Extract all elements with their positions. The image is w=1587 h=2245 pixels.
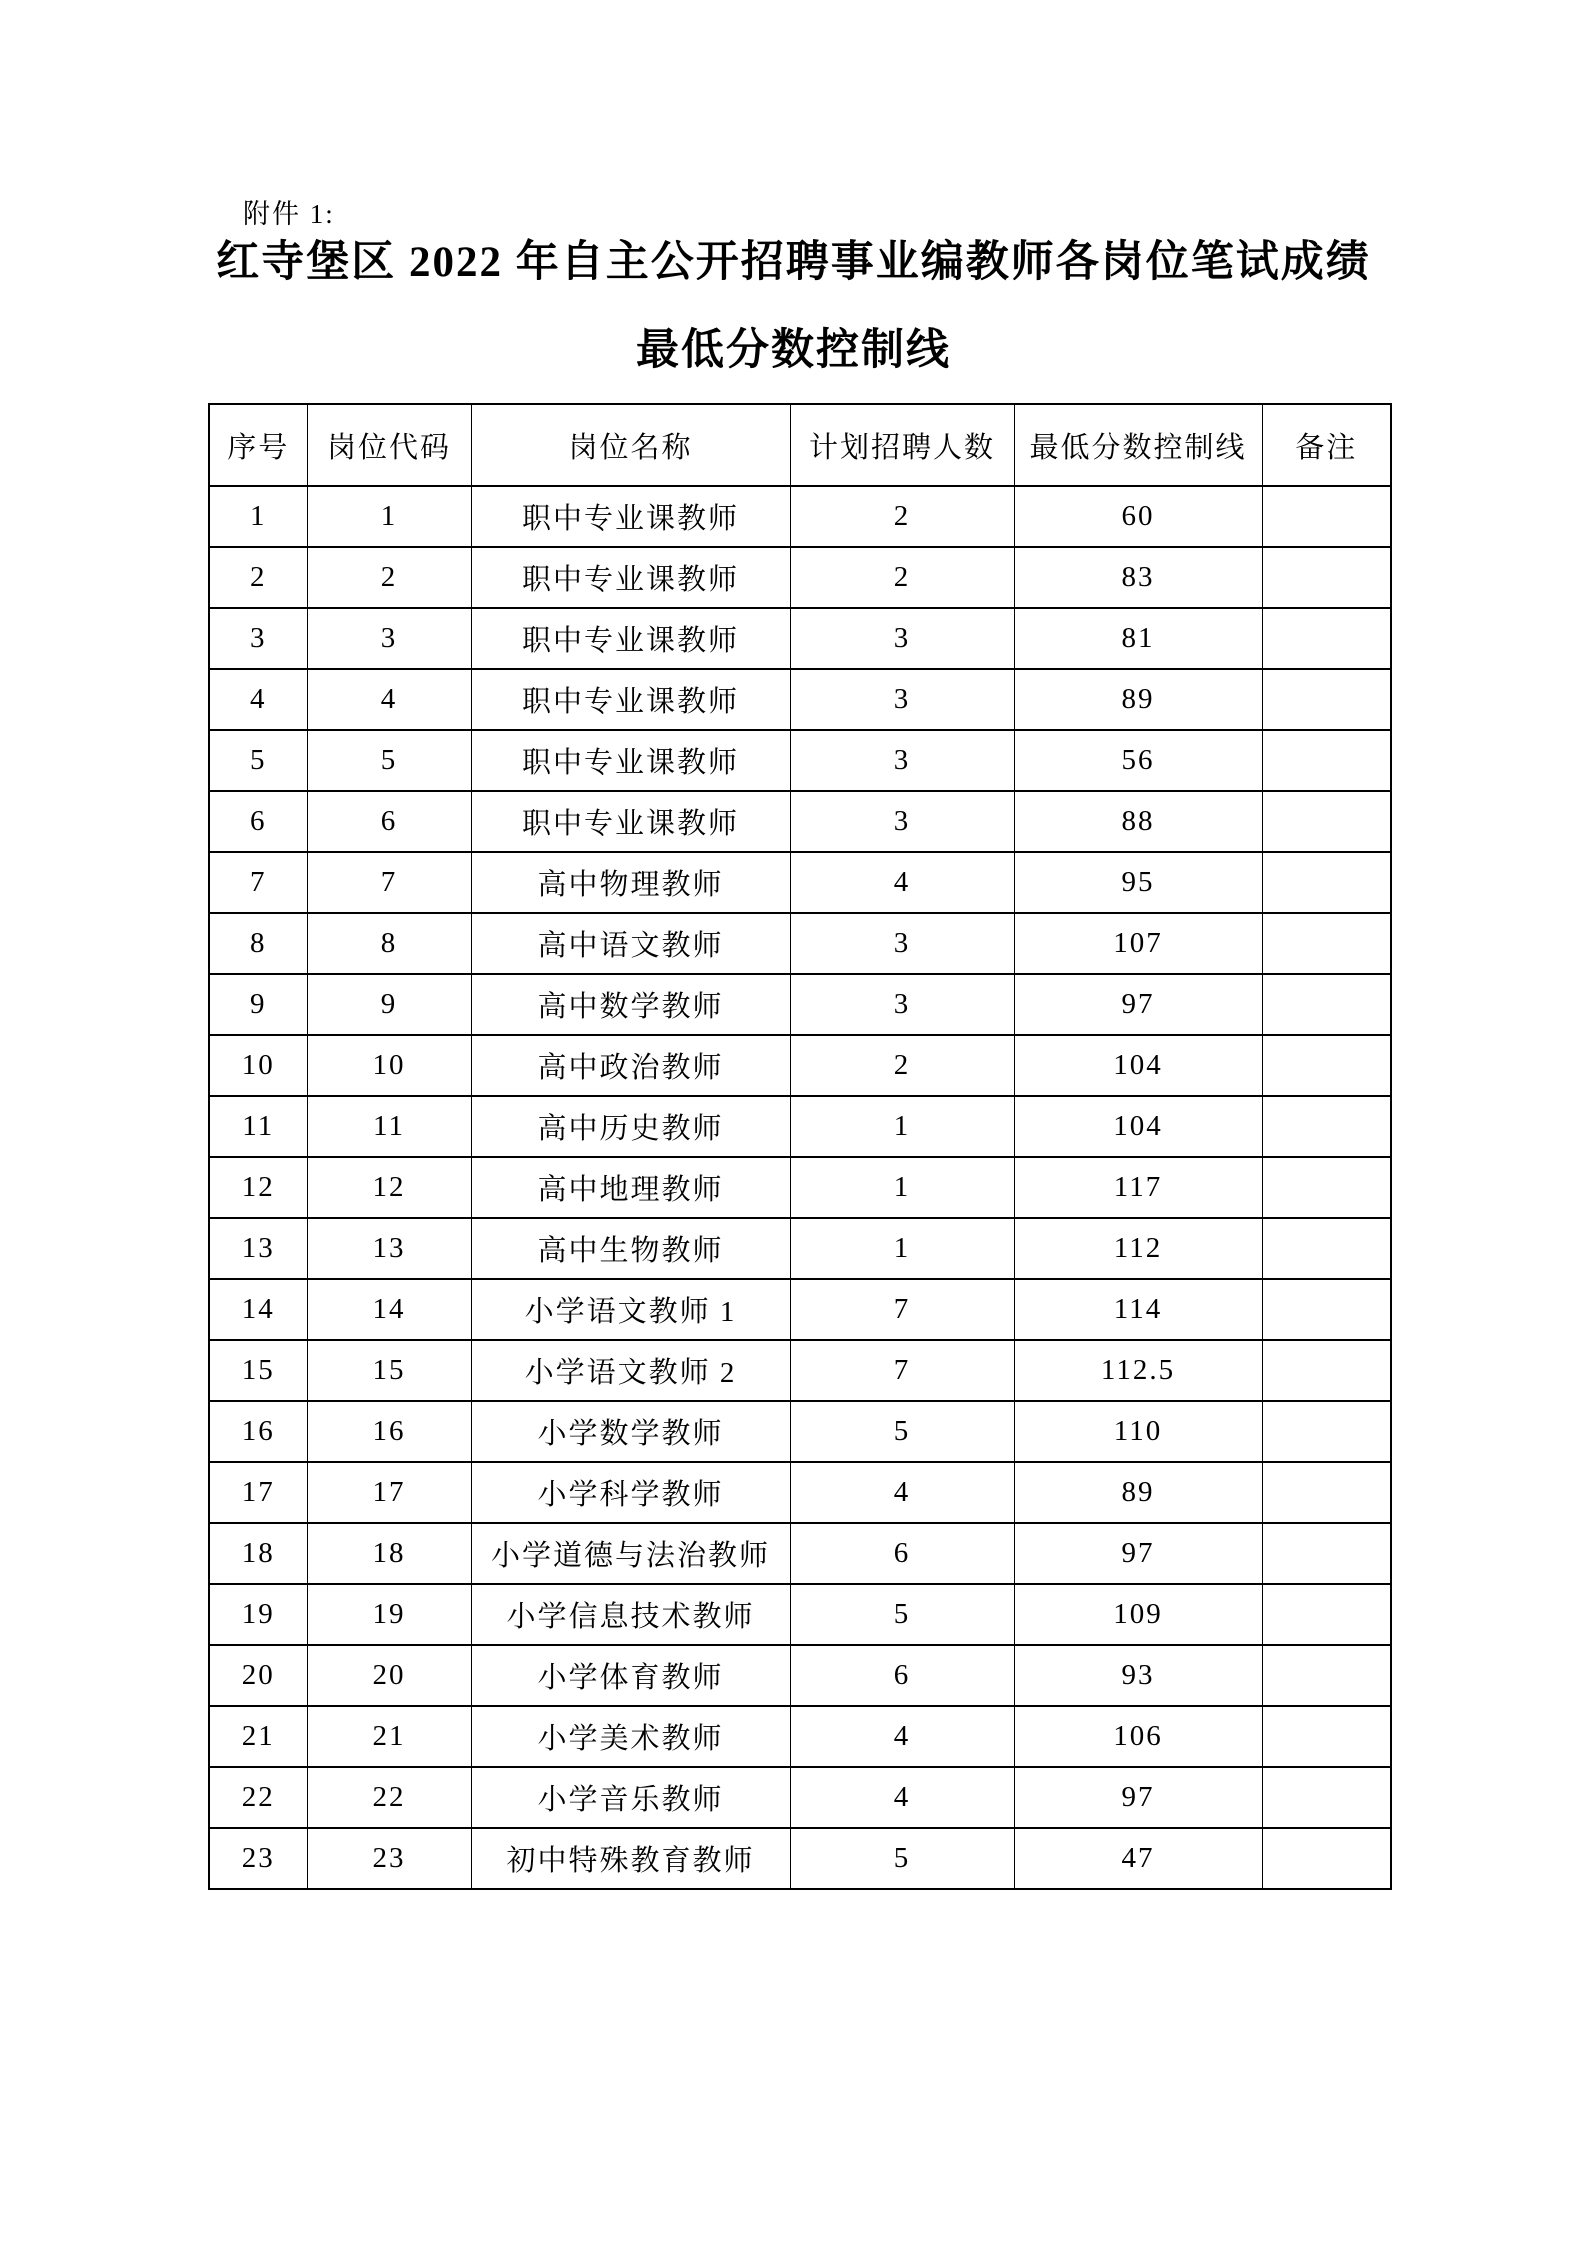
table-row xyxy=(209,1462,1391,1523)
cell-position: 小学信息技术教师 xyxy=(471,1584,790,1645)
cell-min_score: 104 xyxy=(1014,1035,1262,1096)
cell-planned: 2 xyxy=(790,486,1014,547)
cell-seq: 15 xyxy=(209,1340,307,1401)
cell-remark xyxy=(1262,608,1391,669)
cell-code: 18 xyxy=(307,1523,471,1584)
cell-min_score: 104 xyxy=(1014,1096,1262,1157)
cell-remark xyxy=(1262,1584,1391,1645)
cell-seq: 9 xyxy=(209,974,307,1035)
cell-code: 3 xyxy=(307,608,471,669)
table-row xyxy=(209,730,1391,791)
cell-seq: 2 xyxy=(209,547,307,608)
table-row xyxy=(209,547,1391,608)
cell-planned: 3 xyxy=(790,730,1014,791)
cell-planned: 7 xyxy=(790,1340,1014,1401)
cell-min_score: 112.5 xyxy=(1014,1340,1262,1401)
cell-planned: 5 xyxy=(790,1401,1014,1462)
table-row xyxy=(209,1828,1391,1889)
cell-code: 14 xyxy=(307,1279,471,1340)
cell-position: 职中专业课教师 xyxy=(471,547,790,608)
table-header-row xyxy=(209,404,1391,486)
cell-min_score: 89 xyxy=(1014,669,1262,730)
cell-planned: 7 xyxy=(790,1279,1014,1340)
cell-min_score: 88 xyxy=(1014,791,1262,852)
cell-seq: 21 xyxy=(209,1706,307,1767)
cell-planned: 1 xyxy=(790,1157,1014,1218)
cell-remark xyxy=(1262,1279,1391,1340)
cell-position: 小学美术教师 xyxy=(471,1706,790,1767)
table-row xyxy=(209,1645,1391,1706)
table-row xyxy=(209,1096,1391,1157)
cell-seq: 23 xyxy=(209,1828,307,1889)
cell-remark xyxy=(1262,1401,1391,1462)
cell-position: 职中专业课教师 xyxy=(471,791,790,852)
cell-planned: 3 xyxy=(790,608,1014,669)
cell-code: 10 xyxy=(307,1035,471,1096)
cell-seq: 13 xyxy=(209,1218,307,1279)
cell-position: 小学语文教师 2 xyxy=(471,1340,790,1401)
column-header-seq: 序号 xyxy=(209,404,307,486)
cell-position: 小学道德与法治教师 xyxy=(471,1523,790,1584)
cell-min_score: 117 xyxy=(1014,1157,1262,1218)
cell-position: 小学数学教师 xyxy=(471,1401,790,1462)
cell-position: 职中专业课教师 xyxy=(471,669,790,730)
cell-position: 高中物理教师 xyxy=(471,852,790,913)
cell-code: 17 xyxy=(307,1462,471,1523)
cell-position: 高中地理教师 xyxy=(471,1157,790,1218)
cell-min_score: 97 xyxy=(1014,974,1262,1035)
cell-planned: 3 xyxy=(790,669,1014,730)
cell-planned: 4 xyxy=(790,1706,1014,1767)
cell-min_score: 47 xyxy=(1014,1828,1262,1889)
cell-remark xyxy=(1262,852,1391,913)
cell-code: 2 xyxy=(307,547,471,608)
cell-remark xyxy=(1262,486,1391,547)
cell-code: 4 xyxy=(307,669,471,730)
cell-position: 高中数学教师 xyxy=(471,974,790,1035)
cell-planned: 3 xyxy=(790,791,1014,852)
cell-code: 22 xyxy=(307,1767,471,1828)
cell-code: 12 xyxy=(307,1157,471,1218)
cell-position: 小学科学教师 xyxy=(471,1462,790,1523)
cell-code: 6 xyxy=(307,791,471,852)
table-row xyxy=(209,913,1391,974)
cell-code: 5 xyxy=(307,730,471,791)
cell-code: 15 xyxy=(307,1340,471,1401)
column-header-min_score: 最低分数控制线 xyxy=(1014,404,1262,486)
cell-seq: 8 xyxy=(209,913,307,974)
cell-min_score: 107 xyxy=(1014,913,1262,974)
table-row xyxy=(209,852,1391,913)
cell-remark xyxy=(1262,1157,1391,1218)
cell-seq: 17 xyxy=(209,1462,307,1523)
cell-min_score: 56 xyxy=(1014,730,1262,791)
table-row xyxy=(209,1584,1391,1645)
cell-seq: 3 xyxy=(209,608,307,669)
column-header-position: 岗位名称 xyxy=(471,404,790,486)
cell-min_score: 109 xyxy=(1014,1584,1262,1645)
document-title-line1: 红寺堡区 2022 年自主公开招聘事业编教师各岗位笔试成绩 xyxy=(216,239,1371,286)
cell-remark xyxy=(1262,791,1391,852)
cell-remark xyxy=(1262,1767,1391,1828)
cell-seq: 7 xyxy=(209,852,307,913)
table-row xyxy=(209,1340,1391,1401)
cell-min_score: 93 xyxy=(1014,1645,1262,1706)
document-title-line2: 最低分数控制线 xyxy=(636,327,951,374)
cell-code: 13 xyxy=(307,1218,471,1279)
table-row xyxy=(209,1157,1391,1218)
cell-remark xyxy=(1262,1218,1391,1279)
cell-code: 8 xyxy=(307,913,471,974)
cell-min_score: 60 xyxy=(1014,486,1262,547)
cell-code: 11 xyxy=(307,1096,471,1157)
column-header-planned: 计划招聘人数 xyxy=(790,404,1014,486)
table-row xyxy=(209,1401,1391,1462)
cell-planned: 3 xyxy=(790,974,1014,1035)
attachment-label: 附件 1: xyxy=(243,199,335,229)
cell-code: 1 xyxy=(307,486,471,547)
cell-position: 初中特殊教育教师 xyxy=(471,1828,790,1889)
cell-seq: 12 xyxy=(209,1157,307,1218)
cell-min_score: 81 xyxy=(1014,608,1262,669)
cell-position: 小学语文教师 1 xyxy=(471,1279,790,1340)
cell-remark xyxy=(1262,1828,1391,1889)
cell-code: 7 xyxy=(307,852,471,913)
table-row xyxy=(209,1035,1391,1096)
cell-seq: 5 xyxy=(209,730,307,791)
cell-seq: 22 xyxy=(209,1767,307,1828)
cell-min_score: 95 xyxy=(1014,852,1262,913)
cell-remark xyxy=(1262,1035,1391,1096)
table-row xyxy=(209,1279,1391,1340)
cell-code: 19 xyxy=(307,1584,471,1645)
cell-planned: 2 xyxy=(790,547,1014,608)
cell-position: 职中专业课教师 xyxy=(471,608,790,669)
cell-seq: 16 xyxy=(209,1401,307,1462)
cell-position: 小学音乐教师 xyxy=(471,1767,790,1828)
cell-planned: 1 xyxy=(790,1218,1014,1279)
cell-min_score: 97 xyxy=(1014,1767,1262,1828)
cell-seq: 4 xyxy=(209,669,307,730)
table-row xyxy=(209,791,1391,852)
cell-seq: 18 xyxy=(209,1523,307,1584)
cell-planned: 4 xyxy=(790,1462,1014,1523)
cell-remark xyxy=(1262,913,1391,974)
cell-seq: 20 xyxy=(209,1645,307,1706)
cell-remark xyxy=(1262,730,1391,791)
cell-remark xyxy=(1262,1645,1391,1706)
cell-remark xyxy=(1262,547,1391,608)
column-header-remark: 备注 xyxy=(1262,404,1391,486)
cell-seq: 14 xyxy=(209,1279,307,1340)
table-row xyxy=(209,1767,1391,1828)
cell-seq: 6 xyxy=(209,791,307,852)
cell-seq: 19 xyxy=(209,1584,307,1645)
cell-seq: 1 xyxy=(209,486,307,547)
cell-min_score: 114 xyxy=(1014,1279,1262,1340)
table-row xyxy=(209,1706,1391,1767)
cell-position: 高中政治教师 xyxy=(471,1035,790,1096)
cell-remark xyxy=(1262,1340,1391,1401)
cell-remark xyxy=(1262,1096,1391,1157)
table-row xyxy=(209,486,1391,547)
cell-planned: 5 xyxy=(790,1584,1014,1645)
cell-planned: 1 xyxy=(790,1096,1014,1157)
cell-planned: 4 xyxy=(790,1767,1014,1828)
cell-planned: 6 xyxy=(790,1645,1014,1706)
cell-seq: 11 xyxy=(209,1096,307,1157)
cell-position: 高中生物教师 xyxy=(471,1218,790,1279)
cell-min_score: 106 xyxy=(1014,1706,1262,1767)
cell-remark xyxy=(1262,1462,1391,1523)
cell-position: 小学体育教师 xyxy=(471,1645,790,1706)
cell-planned: 2 xyxy=(790,1035,1014,1096)
cell-remark xyxy=(1262,974,1391,1035)
cell-position: 职中专业课教师 xyxy=(471,730,790,791)
cell-remark xyxy=(1262,669,1391,730)
column-header-code: 岗位代码 xyxy=(307,404,471,486)
table-row xyxy=(209,669,1391,730)
cell-planned: 3 xyxy=(790,913,1014,974)
cell-min_score: 83 xyxy=(1014,547,1262,608)
cell-min_score: 112 xyxy=(1014,1218,1262,1279)
cell-planned: 6 xyxy=(790,1523,1014,1584)
cell-position: 高中历史教师 xyxy=(471,1096,790,1157)
cell-remark xyxy=(1262,1706,1391,1767)
table-body xyxy=(209,486,1391,1889)
score-table xyxy=(208,403,1392,1890)
cell-seq: 10 xyxy=(209,1035,307,1096)
table-row xyxy=(209,1523,1391,1584)
cell-planned: 5 xyxy=(790,1828,1014,1889)
cell-remark xyxy=(1262,1523,1391,1584)
table-row xyxy=(209,608,1391,669)
cell-min_score: 110 xyxy=(1014,1401,1262,1462)
cell-code: 20 xyxy=(307,1645,471,1706)
cell-code: 23 xyxy=(307,1828,471,1889)
table-row xyxy=(209,974,1391,1035)
cell-min_score: 97 xyxy=(1014,1523,1262,1584)
cell-code: 16 xyxy=(307,1401,471,1462)
cell-position: 职中专业课教师 xyxy=(471,486,790,547)
cell-code: 9 xyxy=(307,974,471,1035)
cell-min_score: 89 xyxy=(1014,1462,1262,1523)
cell-planned: 4 xyxy=(790,852,1014,913)
table-row xyxy=(209,1218,1391,1279)
cell-code: 21 xyxy=(307,1706,471,1767)
cell-position: 高中语文教师 xyxy=(471,913,790,974)
